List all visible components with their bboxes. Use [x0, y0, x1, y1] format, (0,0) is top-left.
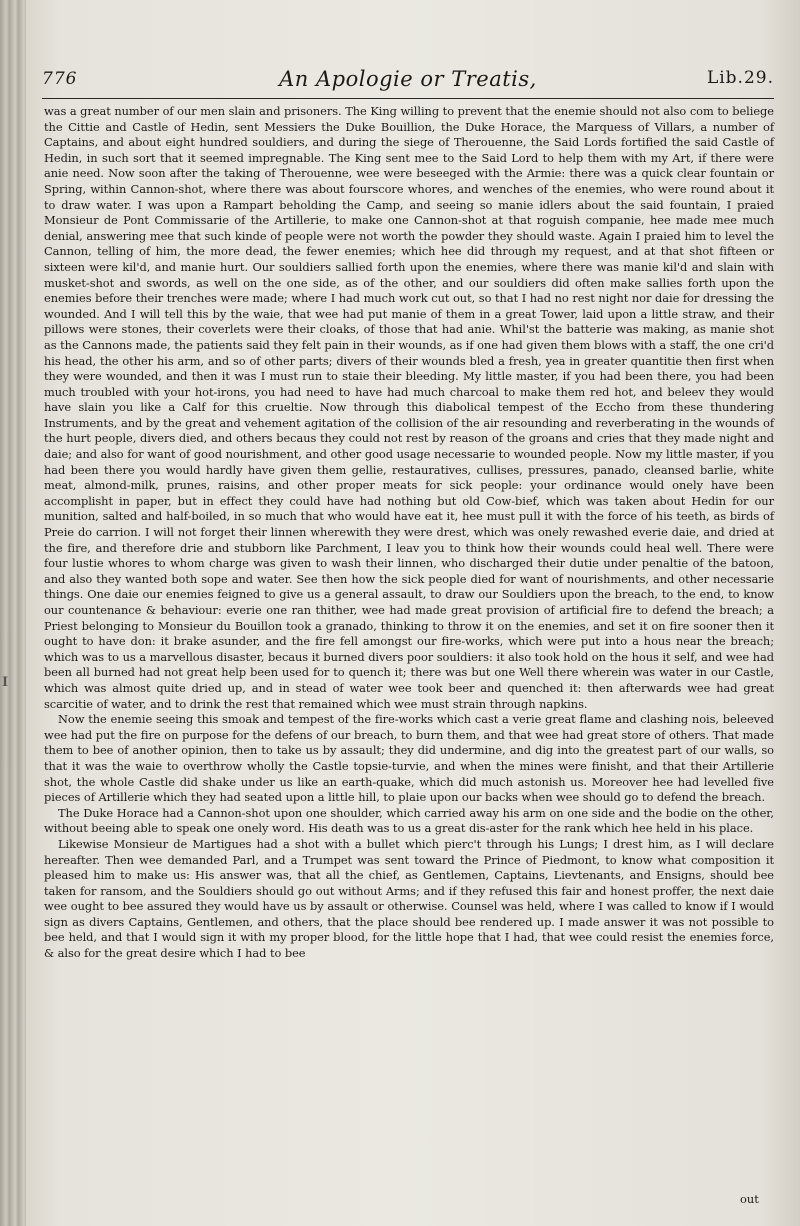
catchword: out — [740, 1192, 759, 1206]
running-title: An Apologie or Treatis, — [279, 67, 537, 91]
paragraph: The Duke Horace had a Cannon-shot upon one shoulder, which carried away his arm on one side and the bodie on the other, without beeing able to speak one onely word. His death was to us a great dis-aster for the rank which hee held in his place. — [44, 805, 774, 836]
body-text — [44, 104, 774, 962]
paragraph: Likewise Monsieur de Martigues had a shot with a bullet which pierc't through his Lungs; I drest him, as I will declare hereafter. Then wee demanded Parl, and a Trumpet was sent toward the Prince of Piedmont, to know what composition it pleased him to make us: His answer was, that all the chief, as Gentlemen, Captains, Lievtenants, and Ensigns, should bee taken for ransom, and the Souldiers should go out without Arms; and if they refused this fair and honest proffer, the next daie wee ought to bee assured they would have us by assault or otherwise. Counsel was held, where I was called to know if I would sign as divers Captains, Gentlemen, and others, that the place should bee rendered up. I made answer it was not possible to bee held, and that I would sign it with my proper blood, for the little hope that I had, that wee could resist the enemies force, & also for the great desire which I had to bee — [44, 836, 774, 961]
book-reference: Lib.29. — [706, 68, 774, 88]
page-header — [42, 63, 774, 97]
paragraph: was a great number of our men slain and prisoners. The King willing to prevent that the enemie should not also com to beliege the Cittie and Castle of Hedin, sent Messiers the Duke Bouillion, the Duke Horace, the Marquess of Villars, a number of Captains, and about eight hundred souldiers, and during the siege of Therouenne, the Said Lords fortified the said Castle of Hedin, in such sort that it seemed impregnable. The King sent mee to the Said Lord to help them with my Art, if there were anie need. Now soon after the taking of Therouenne, wee were beseeged with the Armie: there was a quick clear fountain or Spring, within Cannon-shot, where there was about fourscore whores, and wenches of the enemies, who were round about it to draw water. I was upon a Rampart beholding the Camp, and seeing so manie idlers about the said fountain, I praied Monsieur de Pont Commissarie of the Artillerie, to make one Cannon-shot at that roguish companie, hee made mee much denial, answering mee that such kinde of people were not worth the powder they should waste. Again I praied him to level the Cannon, telling of him, the more dead, the fewer enemies; which hee did through my request, and at that shot fifteen or sixteen were kil'd, and manie hurt. Our souldiers sallied forth upon the enemies, where there was manie kil'd and slain with musket-shot and swords, as well on the one side, as of the other, and our souldiers did often make sallies forth upon the enemies before their trenches were made; where I had much work cut out, so that I had no rest night nor daie for dressing the wounded. And I will tell this by the waie, that wee had put manie of them in a great Tower, laid upon a little straw, and their pillows were stones, their coverlets were their cloaks, of those that had anie. Whil'st the batterie was making, as manie shot as the Cannons made, the patients said they felt pain in their wounds, as if one had given them blows with a staff, the one cri'd his head, the other his arm, and so of other parts; divers of their wounds bled a fresh, yea in greater quantitie then first when they were wounded, and then it was I must run to staie their bleeding. My little master, if you had been there, you had been much troubled with your hot-irons, you had need to have had much charcoal to make them red hot, and beleev they would have slain you like a Calf for this crueltie. Now through this diabolical tempest of the Eccho from these thundering Instruments, and by the great and vehement agitation of the collision of the air resounding and reverberating in the wounds of the hurt people, divers died, and others becaus they could not rest by reason of the groans and cries that they made night and daie; and also for want of good nourishment, and other good usage necessarie to wounded people. Now my little master, if you had been there you would hardly have given them gellie, restauratives, cullises, pressures, panado, cleansed barlie, white meat, almond-milk, prunes, raisins, and other proper meats for sick people: your ordinance would onely have been accomplisht in paper, but in effect they could have had nothing but old Cow-bief, which was taken about Hedin for our munition, salted and half-boiled, in so much that who would have eat it, hee must pull it with the force of his teeth, as birds of Preie do carrion. I will not forget their linnen wherewith they were drest, which was onely rewashed everie daie, and dried at the fire, and therefore drie and stubborn like Parchment, I leav you to think how their wounds could heal well. There were four lustie whores to whom charge was given to wash their linnen, who discharged their dutie under penaltie of the batoon, and also they wanted both sope and water. See then how the sick people died for want of nourishments, and other necessarie things. One daie our enemies feigned to give us a general assault, to draw our Souldiers upon the breach, to the end, to know our countenance & behaviour: everie one ran thither, wee had made great provision of artificial fire to defend the breach; a Priest belonging to Monsieur du Bouillon took a granado, thinking to throw it on the enemies, and set it on fire sooner then it ought to have don: it brake asunder, and the fire fell amongst our fire-works, which were put into a hous near the breach; which was to us a marvellous disaster, becaus it burned divers poor souldiers: it also took hold on the hous it self, and wee had been all burned had not great help been used for to quench it; there was but one Well there wherein was water in our Castle, which was almost quite dried up, and in stead of water wee took beer and quenched it: then afterwards wee had great scarcitie of water, and to drink the rest that remained which wee must strain through napkins. — [44, 104, 774, 711]
paragraph: Now the enemie seeing this smoak and tempest of the fire-works which cast a verie great flame and clashing nois, beleeved wee had put the fire on purpose for the defens of our breach, to burn them, and that wee had great store of others. That made them to bee of another opinion, then to take us by assault; they did undermine, and dig into the greatest part of our walls, so that it was the waie to overthrow wholly the Castle topsie-turvie, and when the mines were finisht, and that their Artillerie shot, the whole Castle did shake under us like an earth-quake, which did much astonish us. Moreover hee had levelled five pieces of Artillerie which they had seated upon a little hill, to plaie upon our backs when wee should go to defend the breach. — [44, 712, 774, 805]
header-rule — [42, 98, 774, 99]
gutter-mark: I — [2, 675, 9, 690]
page-number: 776 — [42, 69, 78, 89]
binding-gutter — [0, 0, 26, 1226]
